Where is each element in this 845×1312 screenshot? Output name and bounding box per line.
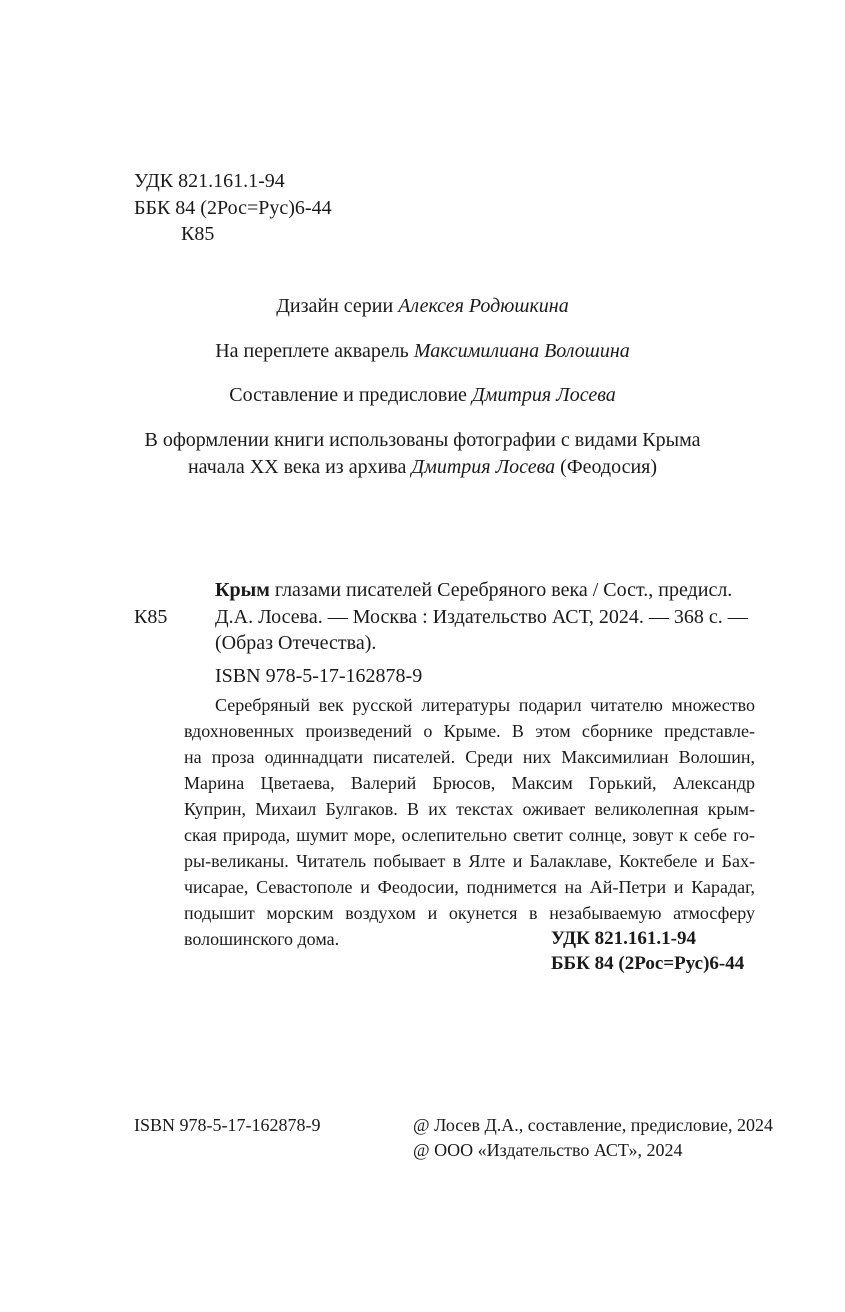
photos-credit-line2 [0,453,845,481]
cover-credit [0,337,845,365]
annotation-line-3: на проза одиннадцати писателей. Среди них Максимилиан Волошин, [184,747,755,767]
compiler-name: Дмитрия Лосева [471,384,616,406]
photos-line2-suffix: (Феодосия) [560,456,658,478]
photos-line2-name: Дмитрия Лосева [411,456,556,478]
cover-name: Максимилиана Волошина [413,340,630,362]
entry-title: Крым [215,579,270,601]
design-prefix: Дизайн серии [276,295,394,317]
compiler-credit [0,381,845,409]
udk-code-top: УДК 821.161.1-94 [134,170,285,192]
entry-line3: (Образ Отечества). [215,632,377,654]
annotation-line-1: Серебряный век русской литературы подарил читателю множество [215,695,755,715]
author-sign-top: К85 [181,223,215,245]
series-design-credit [0,292,845,320]
entry-sign: К85 [134,606,168,628]
entry-line2: Д.А. Лосева. — Москва : Издательство АСТ, 2024. — 368 с. — [215,606,748,628]
annotation-line-10: волошинского дома. [184,929,340,949]
annotation-line-7: ры-великаны. Читатель побывает в Ялте и Балаклаве, Коктебеле и Бах- [184,851,755,871]
footer-isbn: ISBN 978-5-17-162878-9 [134,1115,321,1135]
annotation-line-5: Куприн, Михаил Булгаков. В их текстах оживает великолепная крым- [184,799,755,819]
entry-line1-rest: глазами писателей Серебряного века / Сост., предисл. [274,579,733,601]
annotation-line-2: вдохновенных произведений о Крыме. В этом сборнике представле- [184,721,755,741]
annotation-line-4: Марина Цветаева, Валерий Брюсов, Максим Горький, Александр [184,773,755,793]
cover-prefix: На переплете акварель [215,340,409,362]
bbk-code-bottom: ББК 84 (2Рос=Рус)6-44 [551,953,745,974]
photos-credit-line1: В оформлении книги использованы фотографии с видами Крыма [144,429,701,451]
copyright-compiler: @ Лосев Д.А., составление, предисловие, 2024 [413,1115,774,1135]
annotation-line-6: ская природа, шумит море, ослепительно светит солнце, зовут к себе го- [184,825,755,845]
entry-line1 [215,576,732,604]
design-name: Алексея Родюшкина [398,295,569,317]
annotation-line-8: чисарае, Севастополе и Феодосии, поднимется на Ай-Петри и Карадаг, [184,877,755,897]
annotation-line-9: подышит морским воздухом и окунется в незабываемую атмосферу [184,903,755,923]
bbk-code-top: ББК 84 (2Рос=Рус)6-44 [134,197,332,219]
udk-code-bottom: УДК 821.161.1-94 [551,928,696,949]
compiler-prefix: Составление и предисловие [229,384,467,406]
photos-line2-prefix: начала XX века из архива [187,456,407,478]
copyright-publisher: @ ООО «Издательство АСТ», 2024 [413,1140,683,1160]
entry-isbn: ISBN 978-5-17-162878-9 [215,665,423,687]
